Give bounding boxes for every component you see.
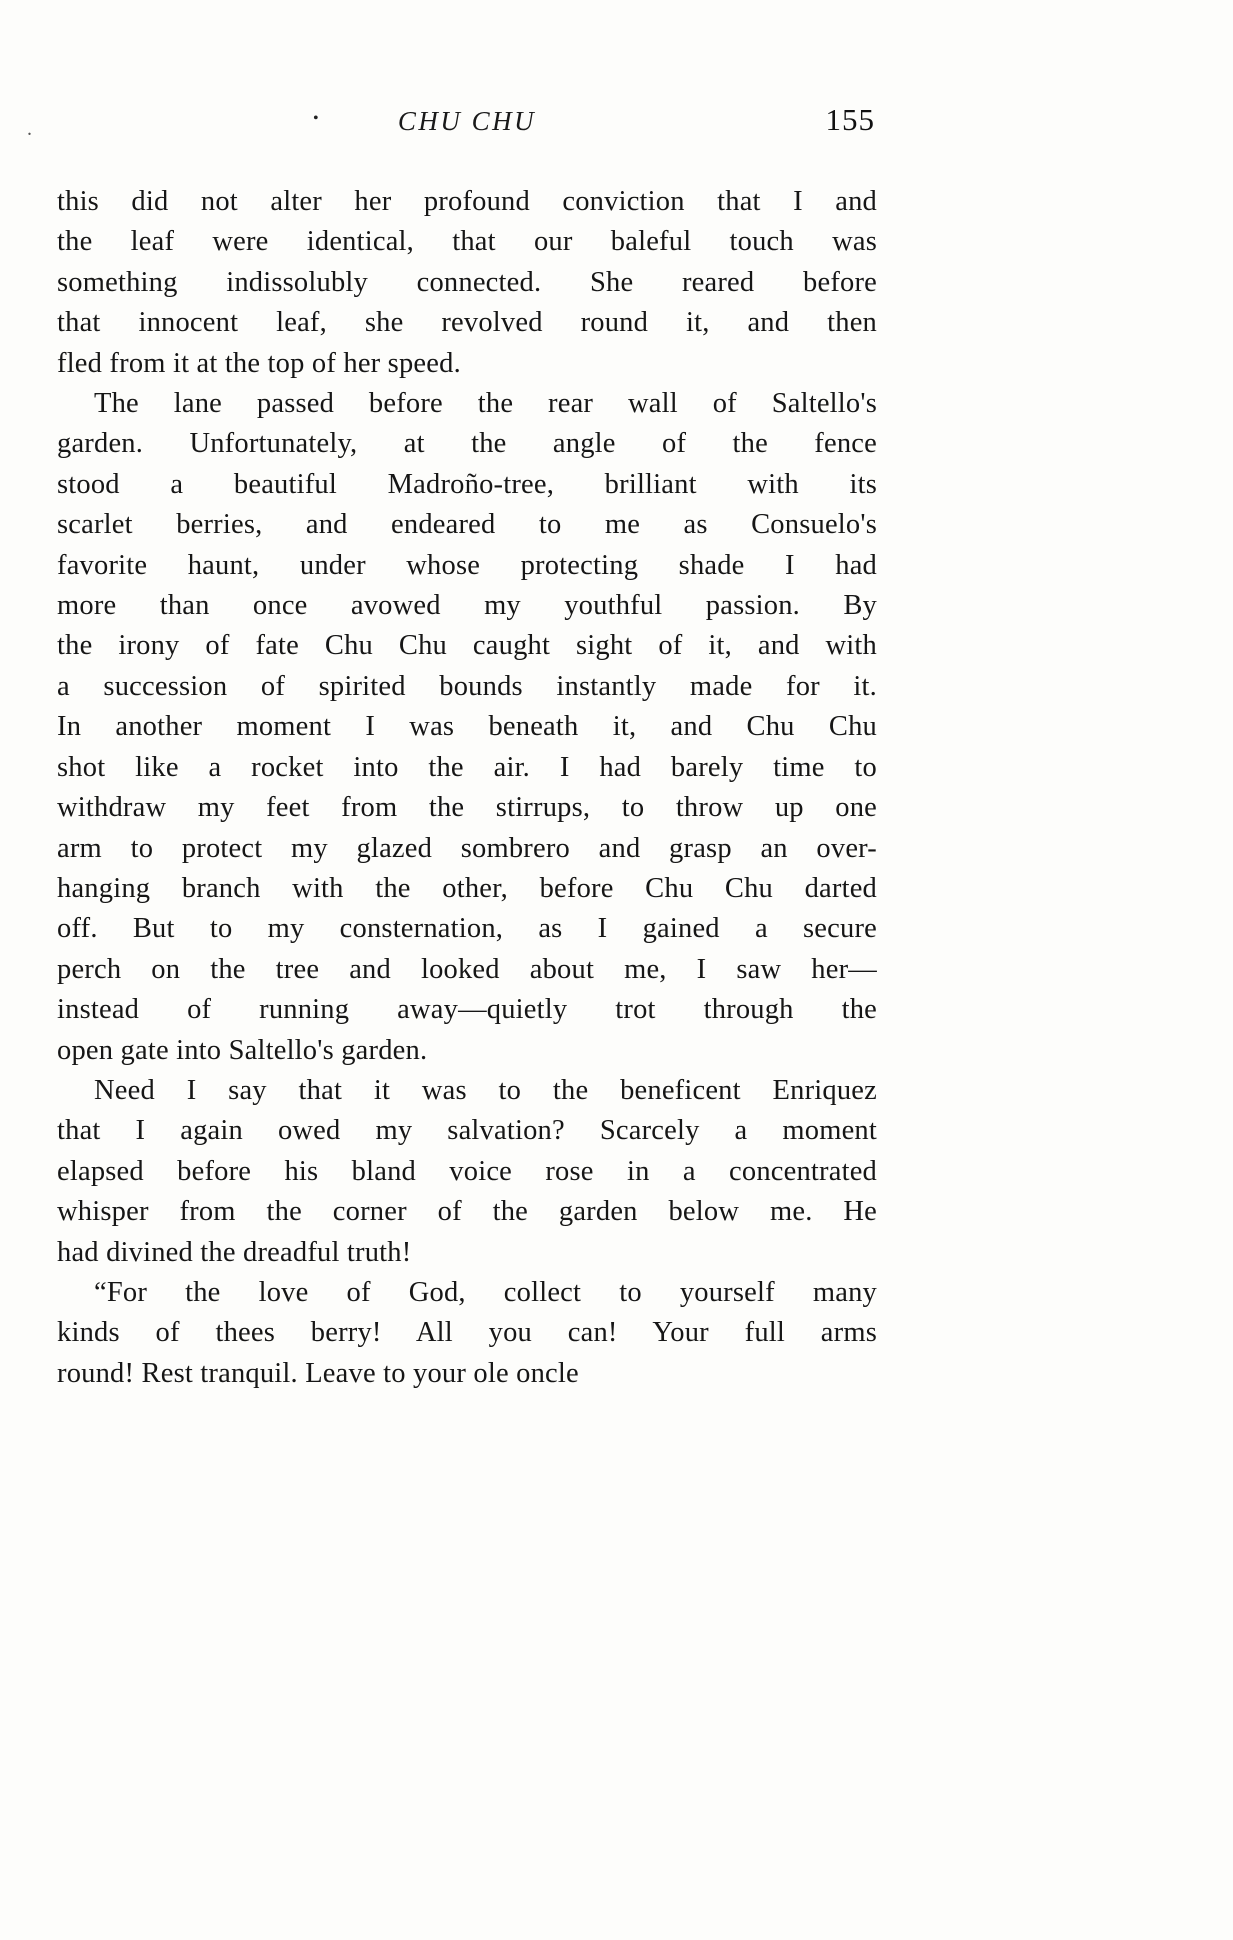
text-line: In another moment I was beneath it, and Chu Chu bbox=[57, 711, 877, 743]
text-line: Need I say that it was to the beneficent Enriquez bbox=[94, 1074, 877, 1106]
text-line: the leaf were identical, that our baleful touch was bbox=[57, 226, 877, 258]
text-line: off. But to my consternation, as I gained a secure bbox=[57, 913, 877, 945]
text-line: withdraw my feet from the stirrups, to throw up one bbox=[57, 792, 877, 824]
text-line: that I again owed my salvation? Scarcely a moment bbox=[57, 1115, 877, 1147]
text-line: this did not alter her profound conviction that I and bbox=[57, 186, 877, 217]
text-line: kinds of thees berry! All you can! Your full arms bbox=[57, 1317, 877, 1349]
text-line: scarlet berries, and endeared to me as Consuelo's bbox=[57, 509, 877, 541]
text-line: open gate into Saltello's garden. bbox=[57, 1034, 428, 1066]
text-line: that innocent leaf, she revolved round it, and then bbox=[57, 307, 877, 339]
margin-dot-artifact: . bbox=[27, 118, 32, 140]
text-line: stood a beautiful Madroño-tree, brilliant with its bbox=[57, 468, 877, 500]
running-header bbox=[57, 102, 877, 152]
text-line: more than once avowed my youthful passion. By bbox=[57, 590, 877, 622]
text-line: instead of running away—quietly trot through the bbox=[57, 994, 877, 1026]
text-line: something indissolubly connected. She reared before bbox=[57, 266, 877, 298]
page-body bbox=[57, 182, 877, 1394]
text-line: whisper from the corner of the garden below me. He bbox=[57, 1196, 877, 1228]
chapter-title: CHU CHU bbox=[397, 106, 537, 136]
text-line: a succession of spirited bounds instantly made for it. bbox=[57, 670, 877, 702]
text-line: shot like a rocket into the air. I had barely time to bbox=[57, 751, 877, 783]
text-line: had divined the dreadful truth! bbox=[57, 1236, 412, 1268]
text-line: hanging branch with the other, before Chu Chu darted bbox=[57, 872, 877, 904]
text-line: round! Rest tranquil. Leave to your ole oncle bbox=[57, 1357, 579, 1389]
text-line: favorite haunt, under whose protecting shade I had bbox=[57, 549, 877, 581]
text-line: garden. Unfortunately, at the angle of the fence bbox=[57, 428, 877, 460]
text-line: perch on the tree and looked about me, I saw her— bbox=[57, 953, 877, 985]
page-number: 155 bbox=[825, 102, 875, 137]
text-line: the irony of fate Chu Chu caught sight of it, and with bbox=[57, 630, 877, 662]
text-line: fled from it at the top of her speed. bbox=[57, 347, 461, 379]
text-line: The lane passed before the rear wall of Saltello's bbox=[94, 388, 877, 420]
text-line: elapsed before his bland voice rose in a concentrated bbox=[57, 1155, 877, 1187]
text-block bbox=[57, 102, 877, 1394]
header-bullet: • bbox=[313, 110, 319, 127]
text-line: arm to protect my glazed sombrero and grasp an over- bbox=[57, 832, 877, 864]
text-line: “For the love of God, collect to yourself many bbox=[94, 1276, 877, 1308]
